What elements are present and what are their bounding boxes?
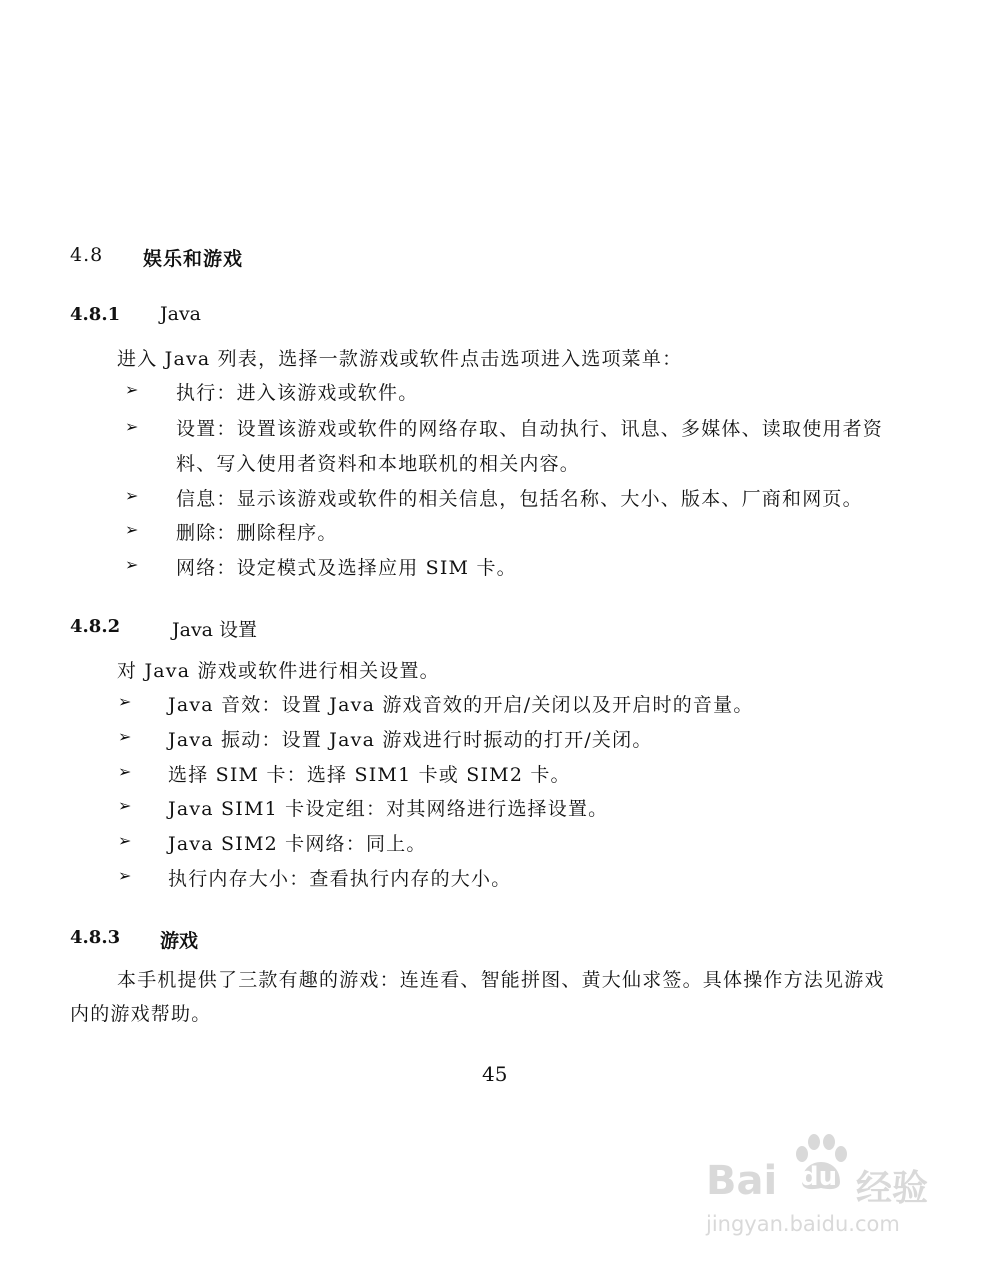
- list-item-continuation: 料、写入使用者资料和本地联机的相关内容。: [176, 453, 581, 475]
- subsection-482-number: 4.8.2: [70, 616, 121, 637]
- list-item: 设置：设置该游戏或软件的网络存取、自动执行、讯息、多媒体、读取使用者资: [176, 418, 884, 440]
- subsection-481-number: 4.8.1: [70, 304, 121, 325]
- list-item: Java 音效：设置 Java 游戏音效的开启/关闭以及开启时的音量。: [168, 694, 754, 716]
- list-item: 信息：显示该游戏或软件的相关信息，包括名称、大小、版本、厂商和网页。: [176, 488, 863, 510]
- bullet-icon: ➢: [118, 831, 132, 850]
- subsection-482-intro: 对 Java 游戏或软件进行相关设置。: [117, 660, 440, 682]
- bullet-icon: ➢: [125, 380, 139, 399]
- bullet-icon: ➢: [125, 486, 139, 505]
- bullet-icon: ➢: [125, 417, 139, 436]
- bullet-icon: ➢: [125, 555, 139, 574]
- watermark-brand-cn: 经验: [856, 1168, 929, 1209]
- watermark-url: jingyan.baidu.com: [706, 1212, 900, 1236]
- list-item: 网络：设定模式及选择应用 SIM 卡。: [176, 557, 517, 579]
- paragraph-line: 本手机提供了三款有趣的游戏：连连看、智能拼图、黄大仙求签。具体操作方法见游戏: [117, 969, 885, 991]
- paragraph-line: 内的游戏帮助。: [70, 1003, 212, 1025]
- subsection-482-title: Java 设置: [172, 619, 258, 641]
- bullet-icon: ➢: [118, 727, 132, 746]
- page-number: 45: [482, 1062, 508, 1086]
- subsection-481-title: Java: [160, 303, 202, 325]
- subsection-481-intro: 进入 Java 列表，选择一款游戏或软件点击选项进入选项菜单：: [117, 348, 683, 370]
- list-item: 执行内存大小：查看执行内存的大小。: [168, 868, 512, 890]
- subsection-483-number: 4.8.3: [70, 927, 121, 948]
- list-item: 执行：进入该游戏或软件。: [176, 382, 419, 404]
- list-item: Java SIM2 卡网络：同上。: [168, 833, 427, 855]
- watermark-brand-du: du: [800, 1162, 838, 1192]
- watermark-brand-latin: Bai: [706, 1158, 778, 1204]
- list-item: Java SIM1 卡设定组：对其网络进行选择设置。: [168, 798, 609, 820]
- list-item: 删除：删除程序。: [176, 522, 338, 544]
- bullet-icon: ➢: [118, 692, 132, 711]
- section-number: 4.8: [70, 244, 104, 266]
- bullet-icon: ➢: [125, 520, 139, 539]
- bullet-icon: ➢: [118, 866, 132, 885]
- list-item: 选择 SIM 卡：选择 SIM1 卡或 SIM2 卡。: [168, 764, 571, 786]
- bullet-icon: ➢: [118, 796, 132, 815]
- list-item: Java 振动：设置 Java 游戏进行时振动的打开/关闭。: [168, 729, 653, 751]
- subsection-483-title: 游戏: [160, 930, 199, 952]
- bullet-icon: ➢: [118, 762, 132, 781]
- section-title: 娱乐和游戏: [143, 248, 244, 270]
